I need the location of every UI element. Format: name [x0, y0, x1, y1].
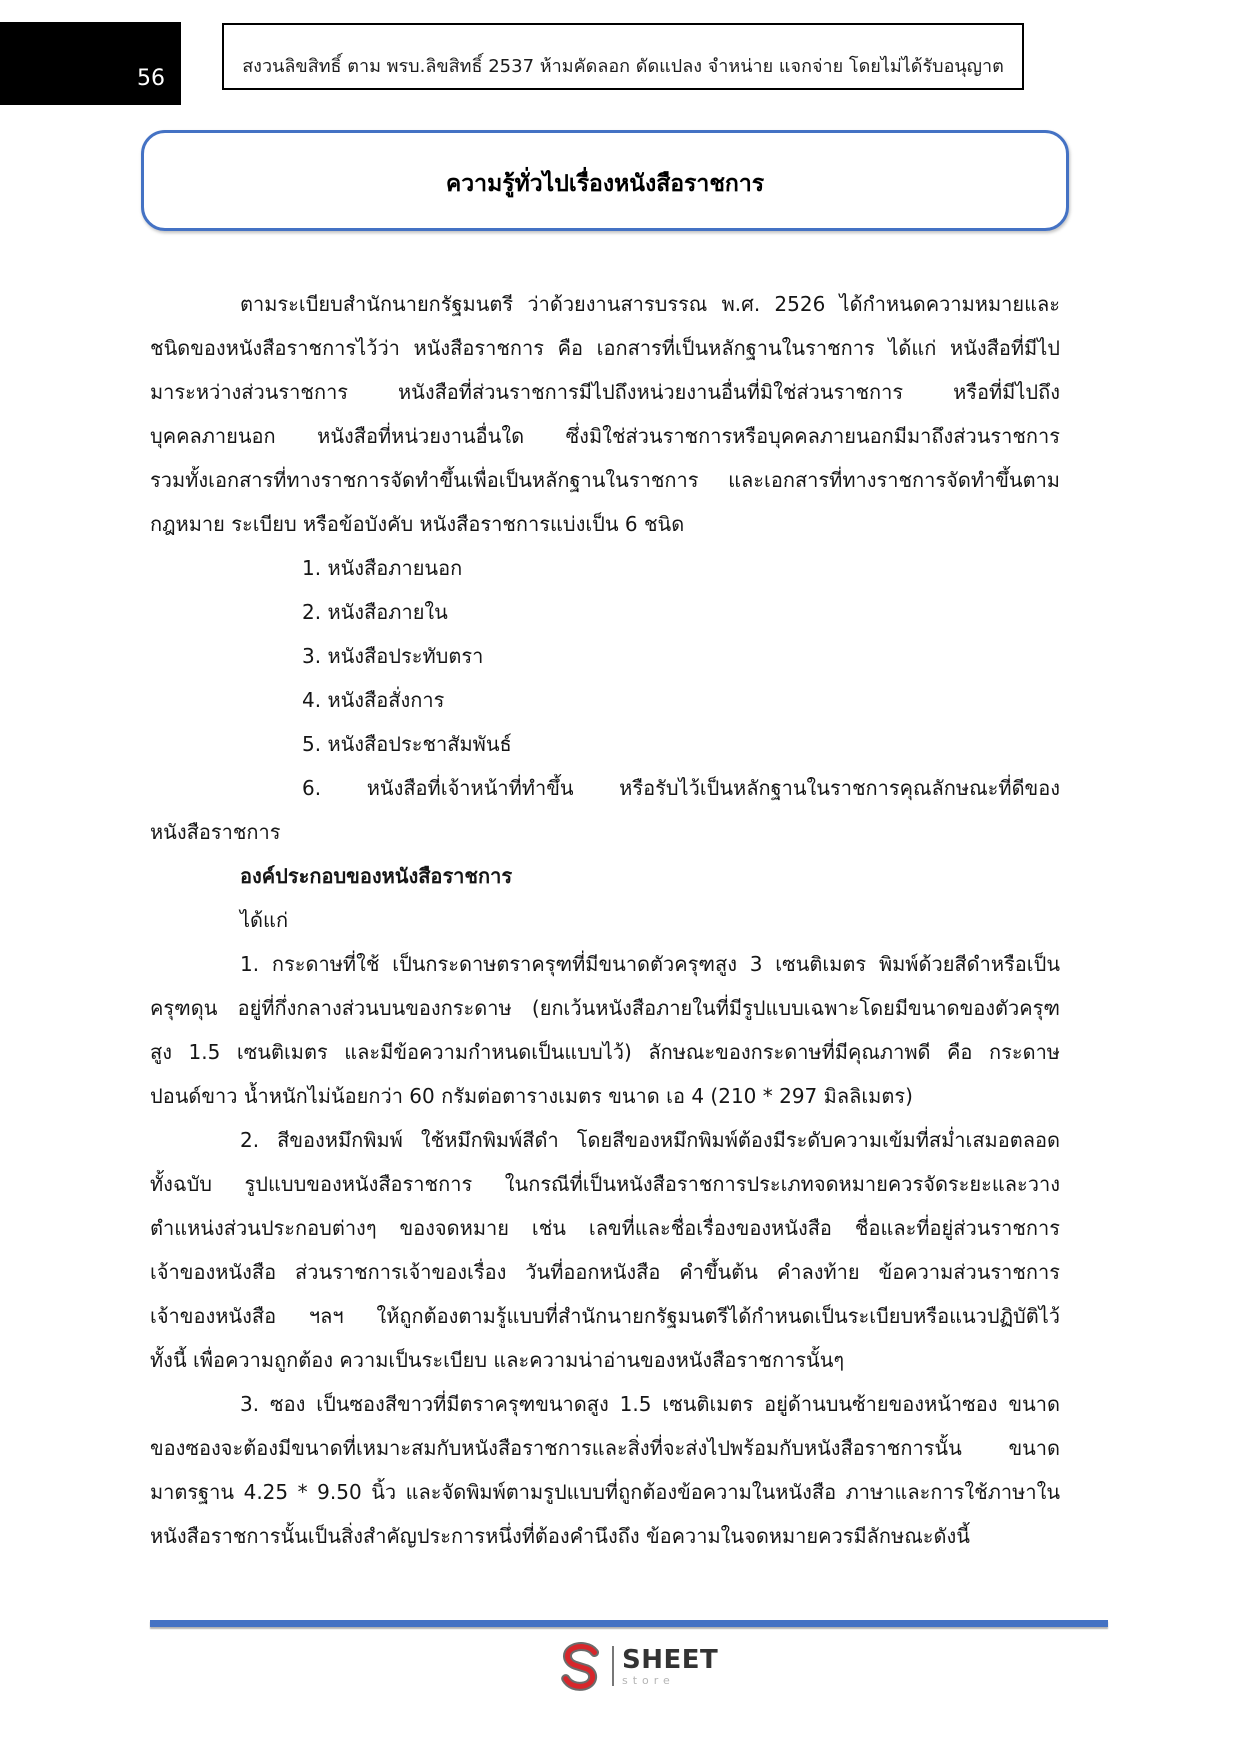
intro-paragraph-line: มาระหว่างส่วนราชการ หนังสือที่ส่วนราชการมีไปถึงหน่วยงานอื่นที่มิใช่ส่วนราชการ หรือที่มีไปถึง [150, 380, 1060, 404]
section-lead: ได้แก่ [240, 908, 289, 932]
document-type-continuation: หนังสือราชการ [150, 820, 281, 844]
intro-paragraph-line: รวมทั้งเอกสารที่ทางราชการจัดทำขึ้นเพื่อเป็นหลักฐานในราชการ และเอกสารที่ทางราชการจัดทำขึ้นตาม [150, 468, 1060, 492]
brand-tagline: store [622, 1673, 675, 1687]
logo-wordmark [622, 1644, 719, 1687]
brand-name: SHEET [622, 1644, 719, 1675]
component-paragraph-line: 3. ซอง เป็นซองสีขาวที่มีตราครุฑขนาดสูง 1.5 เซนติเมตร อยู่ด้านบนซ้ายของหน้าซอง ขนาด [240, 1392, 1060, 1416]
component-paragraph-line: มาตรฐาน 4.25 * 9.50 นิ้ว และจัดพิมพ์ตามรูปแบบที่ถูกต้องข้อความในหนังสือ ภาษาและการใช้ภาษาใน [150, 1480, 1060, 1504]
component-paragraph-line: ตำแหน่งส่วนประกอบต่างๆ ของจดหมาย เช่น เลขที่และชื่อเรื่องของหนังสือ ชื่อและที่อยู่ส่วนราชการ [150, 1216, 1060, 1240]
copyright-notice-box [222, 23, 1024, 90]
intro-paragraph-line: กฎหมาย ระเบียบ หรือข้อบังคับ หนังสือราชการแบ่งเป็น 6 ชนิด [150, 512, 685, 536]
component-paragraph-line: ทั้งฉบับ รูปแบบของหนังสือราชการ ในกรณีที่เป็นหนังสือราชการประเภทจดหมายควรจัดระยะและวาง [150, 1172, 1060, 1196]
component-paragraph-line: หนังสือราชการนั้นเป็นสิ่งสำคัญประการหนึ่งที่ต้องคำนึงถึง ข้อความในจดหมายควรมีลักษณะดังนี้ [150, 1524, 970, 1548]
document-type-item: 5. หนังสือประชาสัมพันธ์ [302, 732, 512, 756]
component-paragraph-line: ครุฑดุน อยู่ที่กึ่งกลางส่วนบนของกระดาษ (ยกเว้นหนังสือภายในที่มีรูปแบบเฉพาะโดยมีขนาดของตัวครุฑ [150, 996, 1060, 1020]
component-paragraph-line: ทั้งนี้ เพื่อความถูกต้อง ความเป็นระเบียบ และความน่าอ่านของหนังสือราชการนั้นๆ [150, 1348, 845, 1372]
page-title: ความรู้ทั่วไปเรื่องหนังสือราชการ [445, 170, 765, 197]
document-type-item: 2. หนังสือภายใน [302, 600, 448, 624]
document-body [150, 282, 1060, 1558]
component-paragraph-line: ของซองจะต้องมีขนาดที่เหมาะสมกับหนังสือราชการและสิ่งที่จะส่งไปพร้อมกับหนังสือราชการนั้น ขนาด [150, 1436, 1060, 1460]
intro-paragraph-line: ชนิดของหนังสือราชการไว้ว่า หนังสือราชการ คือ เอกสารที่เป็นหลักฐานในราชการ ได้แก่ หนังสือที่มีไป [150, 336, 1060, 360]
component-paragraph-line: 2. สีของหมึกพิมพ์ ใช้หมึกพิมพ์สีดำ โดยสีของหมึกพิมพ์ต้องมีระดับความเข้มที่สม่ำเสมอตลอด [240, 1128, 1060, 1152]
component-paragraph-line: เจ้าของหนังสือ ฯลฯ ให้ถูกต้องตามรู้แบบที่สำนักนายกรัฐมนตรีได้กำหนดเป็นระเบียบหรือแนวปฏิบัติไว้ [150, 1304, 1060, 1328]
intro-paragraph-line: ตามระเบียบสำนักนายกรัฐมนตรี ว่าด้วยงานสารบรรณ พ.ศ. 2526 ได้กำหนดความหมายและ [240, 292, 1060, 316]
brand-logo [556, 1638, 718, 1694]
component-paragraph-line: เจ้าของหนังสือ ส่วนราชการเจ้าของเรื่อง วันที่ออกหนังสือ คำขึ้นต้น คำลงท้าย ข้อความส่วนราชการ [150, 1260, 1060, 1284]
copyright-notice: สงวนลิขสิทธิ์ ตาม พรบ.ลิขสิทธิ์ 2537 ห้ามคัดลอก ดัดแปลง จำหน่าย แจกจ่าย โดยไม่ได้รับอนุญาต [242, 55, 1004, 77]
title-box [141, 130, 1069, 231]
footer-rule [150, 1620, 1108, 1627]
document-type-item: 4. หนังสือสั่งการ [302, 688, 445, 712]
logo-divider [612, 1646, 614, 1686]
component-paragraph-line: 1. กระดาษที่ใช้ เป็นกระดาษตราครุฑที่มีขนาดตัวครุฑสูง 3 เซนติเมตร พิมพ์ด้วยสีดำหรือเป็น [240, 952, 1060, 976]
document-type-item: 6. หนังสือที่เจ้าหน้าที่ทำขึ้น หรือรับไว้เป็นหลักฐานในราชการคุณลักษณะที่ดีของ [302, 776, 1060, 800]
section-heading: องค์ประกอบของหนังสือราชการ [240, 864, 513, 888]
document-type-item: 1. หนังสือภายนอก [302, 556, 463, 580]
document-type-item: 3. หนังสือประทับตรา [302, 644, 484, 668]
component-paragraph-line: สูง 1.5 เซนติเมตร และมีข้อความกำหนดเป็นแบบไว้) ลักษณะของกระดาษที่มีคุณภาพดี คือ กระดาษ [150, 1040, 1060, 1064]
page-number: 56 [0, 22, 181, 105]
sheet-logo-icon [556, 1639, 606, 1693]
component-paragraph-line: ปอนด์ขาว น้ำหนักไม่น้อยกว่า 60 กรัมต่อตารางเมตร ขนาด เอ 4 (210 * 297 มิลลิเมตร) [150, 1084, 913, 1108]
intro-paragraph-line: บุคคลภายนอก หนังสือที่หน่วยงานอื่นใด ซึ่งมิใช่ส่วนราชการหรือบุคคลภายนอกมีมาถึงส่วนราชการ [150, 424, 1060, 448]
